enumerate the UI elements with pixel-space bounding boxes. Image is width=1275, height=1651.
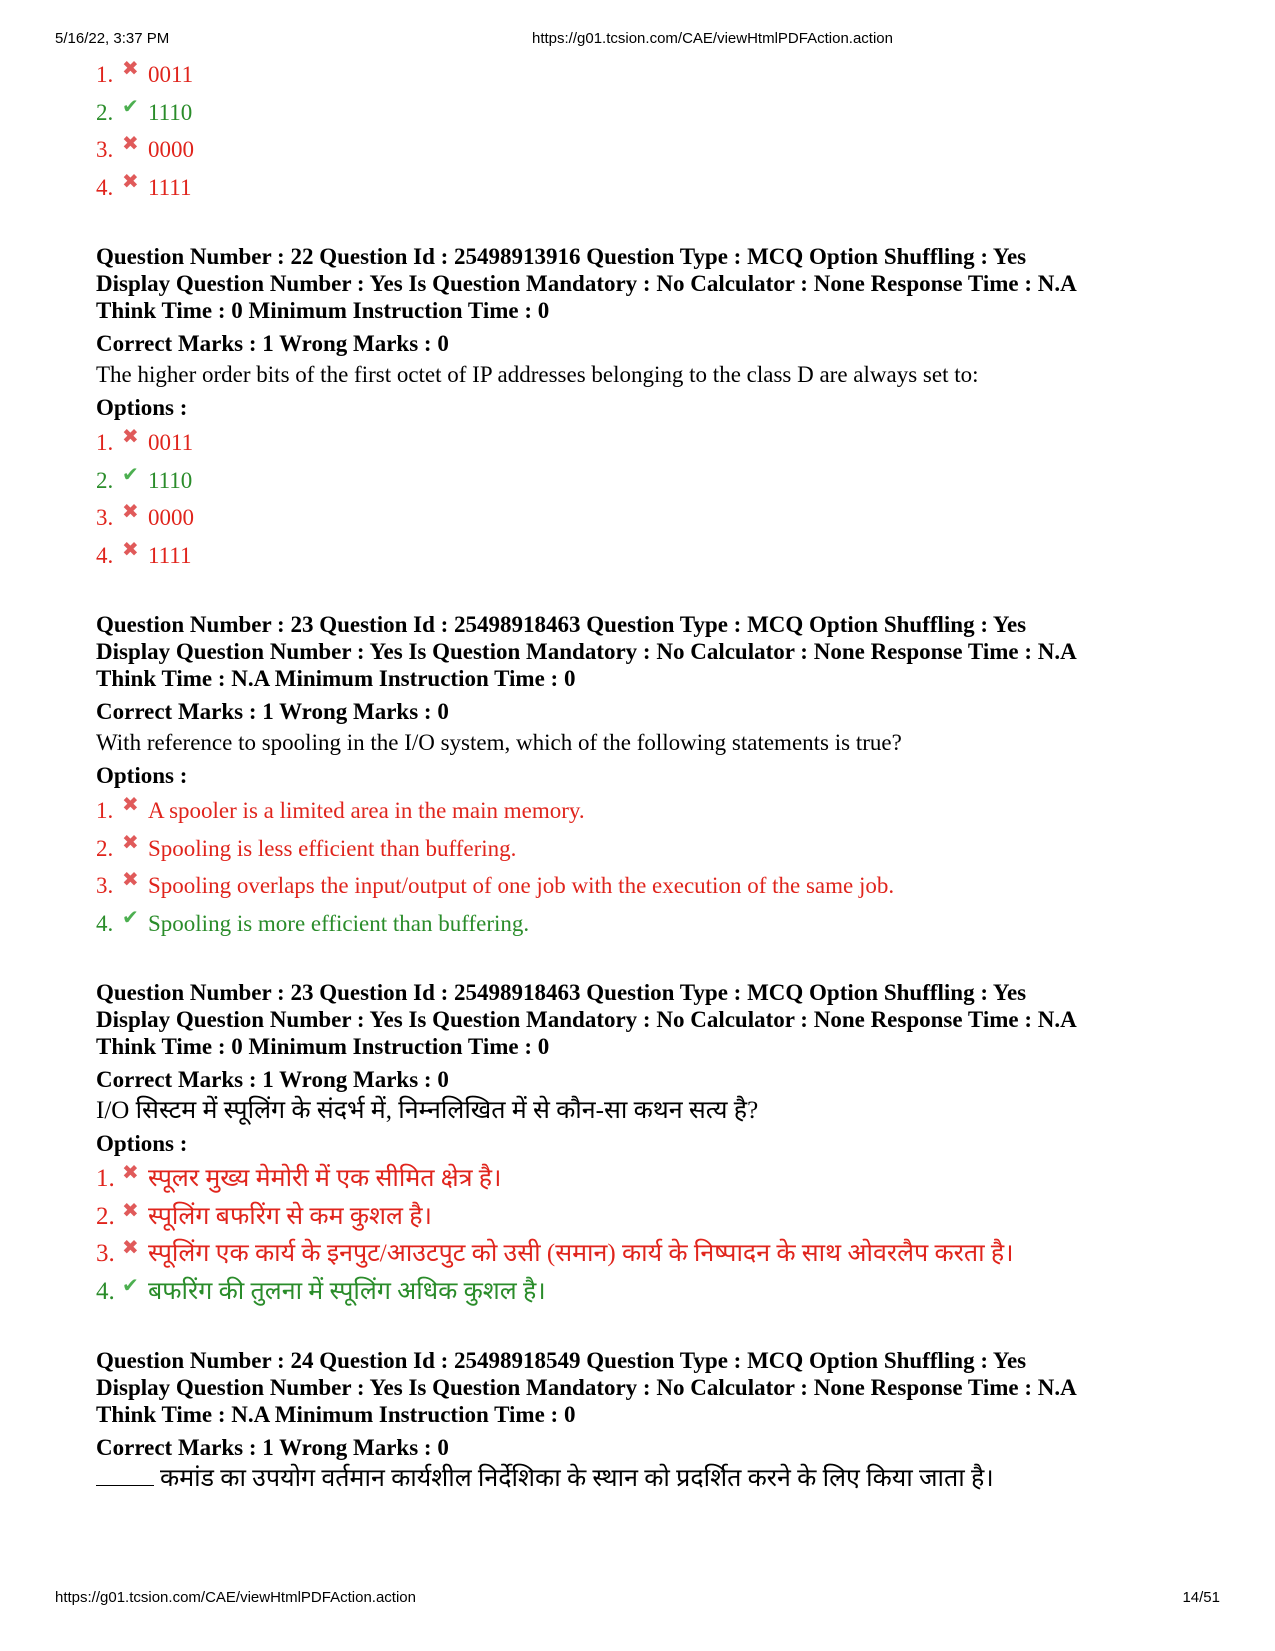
option-number: 2.	[96, 1202, 115, 1230]
option-text: 1111	[148, 174, 192, 200]
option-text: स्पूलर मुख्य मेमोरी में एक सीमित क्षेत्र है।	[148, 1165, 502, 1192]
option-number: 4.	[96, 910, 114, 936]
option-item	[96, 1235, 1216, 1273]
option-number: 4.	[96, 1277, 115, 1305]
option-number: 2.	[96, 467, 114, 493]
option-item	[96, 1273, 1216, 1311]
cross-icon: ✖	[122, 1160, 139, 1184]
meta-line: Question Number : 22 Question Id : 25498913916 Question Type : MCQ Option Shuffling : Yes	[96, 244, 1027, 269]
page-content	[96, 56, 1216, 1496]
option-item	[96, 537, 1216, 575]
cross-icon: ✖	[122, 499, 139, 523]
option-item	[96, 94, 1216, 132]
meta-line: Display Question Number : Yes Is Question Mandatory : No Calculator : None Response Time : N.A	[96, 1375, 1077, 1400]
checkmark-icon: ✔	[122, 1272, 139, 1297]
option-number: 2.	[96, 99, 114, 125]
options-label: Options :	[96, 763, 188, 788]
print-header-url: https://g01.tcsion.com/CAE/viewHtmlPDFAction.action	[532, 30, 893, 47]
question-text: कमांड का उपयोग वर्तमान कार्यशील निर्देशिका के स्थान को प्रदर्शित करने के लिए किया जाता है।	[160, 1465, 994, 1492]
option-number: 1.	[96, 1165, 115, 1192]
option-text: 1111	[148, 542, 192, 568]
question-text: I/O सिस्टम में स्पूलिंग के संदर्भ में, निम्नलिखित में से कौन-सा कथन सत्य है?	[96, 1097, 759, 1124]
option-text: 0000	[148, 505, 194, 530]
option-number: 2.	[96, 835, 114, 861]
option-number: 4.	[96, 542, 114, 568]
meta-line: Display Question Number : Yes Is Question Mandatory : No Calculator : None Response Time : N.A	[96, 639, 1077, 664]
option-number: 1.	[96, 798, 114, 823]
options-label: Options :	[96, 1131, 188, 1156]
meta-line: Question Number : 23 Question Id : 25498918463 Question Type : MCQ Option Shuffling : Yes	[96, 612, 1027, 637]
option-number: 1.	[96, 62, 114, 87]
option-item	[96, 56, 1216, 94]
checkmark-icon: ✔	[122, 93, 139, 118]
cross-icon: ✖	[122, 168, 139, 193]
question-text: The higher order bits of the first octet of IP addresses belonging to the class D are always set to:	[96, 362, 979, 387]
page-number: 14/51	[1182, 1589, 1220, 1606]
meta-line: Question Number : 23 Question Id : 25498918463 Question Type : MCQ Option Shuffling : Yes	[96, 980, 1027, 1005]
cross-icon: ✖	[122, 1235, 139, 1259]
option-item	[96, 1160, 1216, 1198]
option-number: 3.	[96, 873, 114, 898]
option-number: 3.	[96, 137, 114, 162]
question-marks: Correct Marks : 1 Wrong Marks : 0	[96, 331, 449, 356]
option-number: 3.	[96, 1240, 115, 1267]
print-footer-url: https://g01.tcsion.com/CAE/viewHtmlPDFAction.action	[55, 1589, 416, 1606]
option-text: बफरिंग की तुलना में स्पूलिंग अधिक कुशल है।	[148, 1277, 546, 1305]
options-list-continued	[96, 56, 1216, 206]
option-text: 0000	[148, 137, 194, 162]
meta-line: Display Question Number : Yes Is Question Mandatory : No Calculator : None Response Time : N.A	[96, 271, 1077, 296]
cross-icon: ✖	[122, 131, 139, 155]
cross-icon: ✖	[122, 792, 139, 816]
question-marks: Correct Marks : 1 Wrong Marks : 0	[96, 1435, 449, 1460]
options-list	[96, 1160, 1216, 1310]
question-meta	[96, 1347, 1216, 1428]
question-meta	[96, 611, 1216, 692]
meta-line: Think Time : 0 Minimum Instruction Time : 0	[96, 298, 550, 323]
option-text: 0011	[148, 430, 194, 455]
option-text: 0011	[148, 62, 194, 87]
option-text: Spooling is more efficient than buffering.	[148, 910, 530, 936]
meta-line: Question Number : 24 Question Id : 25498918549 Question Type : MCQ Option Shuffling : Yes	[96, 1348, 1027, 1373]
option-item	[96, 499, 1216, 537]
question-meta	[96, 979, 1216, 1060]
option-item	[96, 462, 1216, 500]
fill-in-blank	[96, 1463, 154, 1486]
option-item	[96, 424, 1216, 462]
option-number: 4.	[96, 174, 114, 200]
question-text-row	[96, 1462, 1216, 1496]
question-text: With reference to spooling in the I/O system, which of the following statements is true?	[96, 730, 902, 755]
cross-icon: ✖	[122, 867, 139, 891]
options-list	[96, 792, 1216, 942]
options-list	[96, 424, 1216, 574]
option-item	[96, 867, 1216, 905]
cross-icon: ✖	[122, 56, 139, 80]
option-item	[96, 905, 1216, 943]
meta-line: Display Question Number : Yes Is Question Mandatory : No Calculator : None Response Time : N.A	[96, 1007, 1077, 1032]
question-block-23-hi	[96, 979, 1216, 1310]
option-text: 1110	[148, 467, 193, 493]
option-item	[96, 169, 1216, 207]
print-header	[55, 30, 1220, 50]
option-item	[96, 131, 1216, 169]
option-text: स्पूलिंग बफरिंग से कम कुशल है।	[148, 1202, 432, 1230]
meta-line: Think Time : N.A Minimum Instruction Time : 0	[96, 666, 576, 691]
meta-line: Think Time : 0 Minimum Instruction Time : 0	[96, 1034, 550, 1059]
cross-icon: ✖	[122, 1197, 139, 1222]
checkmark-icon: ✔	[122, 461, 139, 486]
cross-icon: ✖	[122, 536, 139, 561]
option-text: स्पूलिंग एक कार्य के इनपुट/आउटपुट को उसी (समान) कार्य के निष्पादन के साथ ओवरलैप करता है।	[148, 1240, 1014, 1267]
cross-icon: ✖	[122, 829, 139, 854]
option-number: 3.	[96, 505, 114, 530]
question-block-24	[96, 1347, 1216, 1496]
question-meta	[96, 243, 1216, 324]
option-number: 1.	[96, 430, 114, 455]
option-text: Spooling overlaps the input/output of one job with the execution of the same job.	[148, 873, 895, 898]
option-item	[96, 830, 1216, 868]
question-marks: Correct Marks : 1 Wrong Marks : 0	[96, 1067, 449, 1092]
cross-icon: ✖	[122, 424, 139, 448]
question-marks: Correct Marks : 1 Wrong Marks : 0	[96, 699, 449, 724]
option-text: A spooler is a limited area in the main memory.	[148, 798, 585, 823]
checkmark-icon: ✔	[122, 904, 139, 929]
meta-line: Think Time : N.A Minimum Instruction Time : 0	[96, 1402, 576, 1427]
option-text: Spooling is less efficient than buffering.	[148, 835, 517, 861]
print-footer	[55, 1589, 1220, 1609]
question-block-22	[96, 243, 1216, 574]
options-label: Options :	[96, 395, 188, 420]
print-datetime: 5/16/22, 3:37 PM	[55, 30, 170, 47]
option-item	[96, 792, 1216, 830]
option-text: 1110	[148, 99, 193, 125]
option-item	[96, 1198, 1216, 1236]
question-block-23-en	[96, 611, 1216, 942]
